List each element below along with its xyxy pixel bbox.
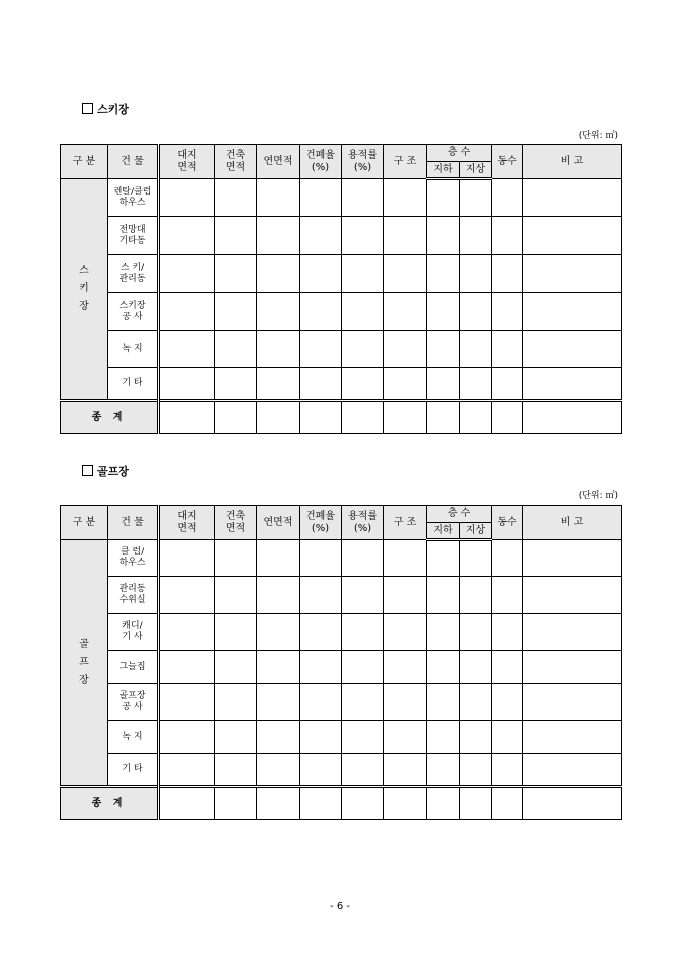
header-note: 비 고 bbox=[523, 506, 622, 540]
header-category: 구 분 bbox=[61, 506, 108, 540]
unit-label-golf: (단위: ㎡) bbox=[578, 491, 618, 501]
row-label: 캐디/ 기 사 bbox=[108, 614, 159, 651]
row-label: 그늘집 bbox=[108, 651, 159, 684]
header-basement: 지하 bbox=[427, 162, 460, 179]
header-basement: 지하 bbox=[427, 523, 460, 540]
row-label: 기 타 bbox=[108, 754, 159, 787]
total-label: 종 계 bbox=[61, 401, 159, 434]
header-floor-area: 연면적 bbox=[257, 506, 300, 540]
header-count: 동수 bbox=[492, 145, 523, 179]
golf-course-table bbox=[60, 505, 622, 820]
header-floors: 층 수 bbox=[427, 506, 492, 523]
header-far: 용적률 (%) bbox=[342, 145, 384, 179]
row-label: 스 키/ 관리동 bbox=[108, 255, 159, 293]
header-coverage: 건폐율 (%) bbox=[300, 506, 342, 540]
header-building: 건 물 bbox=[108, 145, 159, 179]
header-building-area: 건축 면적 bbox=[215, 145, 257, 179]
row-label: 클 럽/ 하우스 bbox=[108, 540, 159, 577]
header-structure: 구 조 bbox=[384, 145, 427, 179]
header-site-area: 대지 면적 bbox=[159, 145, 215, 179]
ski-resort-table bbox=[60, 144, 622, 434]
header-category: 구 분 bbox=[61, 145, 108, 179]
total-label: 종 계 bbox=[61, 787, 159, 820]
header-building-area: 건축 면적 bbox=[215, 506, 257, 540]
row-label: 골프장 공 사 bbox=[108, 684, 159, 721]
unit-label-ski: (단위: ㎡) bbox=[578, 131, 618, 141]
header-far: 용적률 (%) bbox=[342, 506, 384, 540]
category-cell: 골 프 장 bbox=[61, 540, 108, 787]
header-note: 비 고 bbox=[523, 145, 622, 179]
header-floor-area: 연면적 bbox=[257, 145, 300, 179]
header-above: 지상 bbox=[460, 162, 492, 179]
section-title-golf: 골프장 bbox=[82, 463, 129, 479]
page-number: - 6 - bbox=[330, 901, 350, 912]
row-label: 녹 지 bbox=[108, 331, 159, 368]
row-label: 관리동 수위실 bbox=[108, 577, 159, 614]
header-coverage: 건폐율 (%) bbox=[300, 145, 342, 179]
section-title-ski: 스키장 bbox=[82, 101, 129, 117]
category-cell: 스 키 장 bbox=[61, 179, 108, 401]
header-count: 동수 bbox=[492, 506, 523, 540]
row-label: 렌탈/클럽 하우스 bbox=[108, 179, 159, 217]
header-site-area: 대지 면적 bbox=[159, 506, 215, 540]
header-floors: 층 수 bbox=[427, 145, 492, 162]
checkbox-square-icon bbox=[82, 103, 93, 114]
header-building: 건 물 bbox=[108, 506, 159, 540]
row-label: 녹 지 bbox=[108, 721, 159, 754]
row-label: 기 타 bbox=[108, 368, 159, 401]
header-above: 지상 bbox=[460, 523, 492, 540]
checkbox-square-icon bbox=[82, 465, 93, 476]
header-structure: 구 조 bbox=[384, 506, 427, 540]
row-label: 스키장 공 사 bbox=[108, 293, 159, 331]
row-label: 전망대 기타동 bbox=[108, 217, 159, 255]
